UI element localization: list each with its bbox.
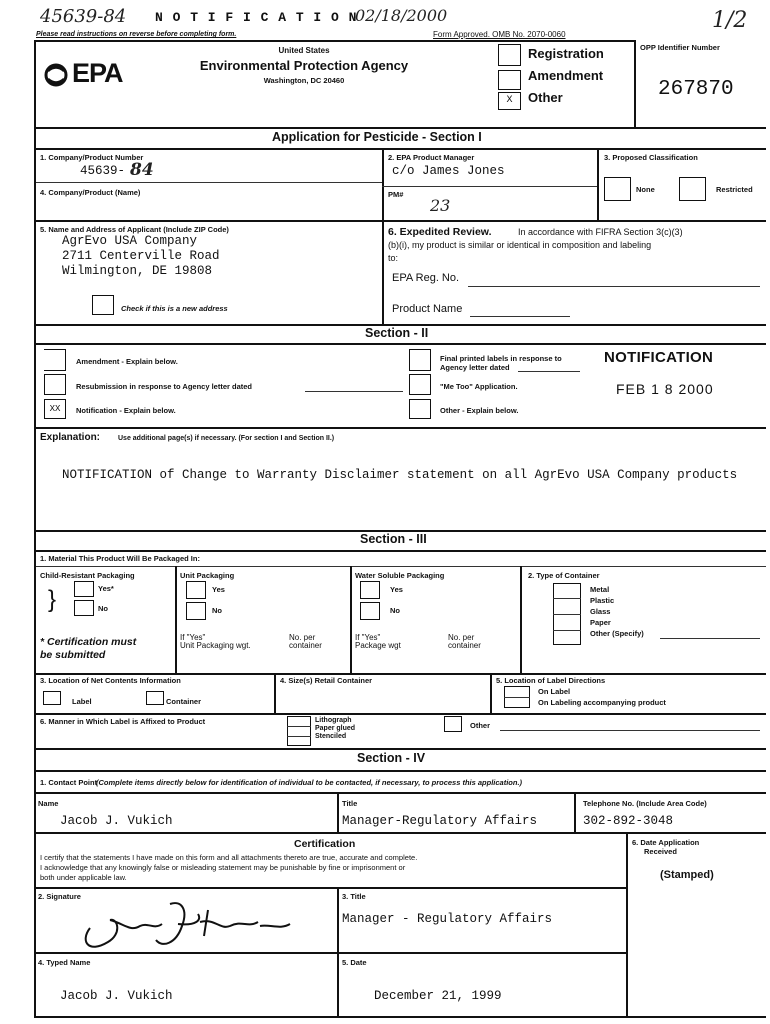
water-no-per: No. per (448, 633, 475, 642)
child-resistant-no-label: No (98, 604, 108, 613)
notification-stamp-date: FEB 1 8 2000 (616, 381, 714, 397)
opp-number: 267870 (658, 78, 734, 101)
unit-if-yes: If "Yes" (180, 633, 206, 642)
retail-size-label: 4. Size(s) Retail Container (280, 676, 373, 685)
instructions-note: Please read instructions on reverse before completing form. (36, 31, 237, 38)
net-contents-label: 3. Location of Net Contents Information (40, 676, 181, 685)
other-explain-checkbox[interactable] (409, 399, 431, 419)
notification-label: Notification - Explain below. (76, 406, 176, 415)
section-4-title: Section - IV (357, 751, 426, 765)
handwritten-date: 02/18/2000 (355, 6, 448, 25)
water-if-yes: If "Yes" (355, 633, 381, 642)
handwritten-file-number: 45639-84 (40, 6, 127, 27)
section-2-title: Section - II (365, 326, 429, 340)
telephone-label: Telephone No. (Include Area Code) (583, 799, 707, 808)
amendment-checkbox[interactable] (498, 70, 521, 90)
date-value: December 21, 1999 (374, 989, 502, 1003)
net-contents-label-checkbox[interactable] (43, 691, 61, 705)
label-affixed-checkbox[interactable] (287, 716, 311, 746)
expedited-review-text-3: to: (388, 253, 399, 263)
other-explain-label: Other - Explain below. (440, 406, 519, 415)
company-number-handwritten: 84 (130, 160, 154, 180)
classification-restricted-checkbox[interactable] (679, 177, 706, 201)
label-affixed-label: 6. Manner in Which Label is Affixed to Product (40, 717, 206, 726)
other-checkbox[interactable]: X (498, 92, 521, 110)
label-affixed-other-checkbox[interactable] (444, 716, 462, 732)
classification-restricted-label: Restricted (716, 185, 753, 194)
product-name-2-label: Product Name (392, 303, 463, 315)
contact-title-label: Title (342, 799, 358, 808)
section-3-title: Section - III (360, 532, 427, 546)
child-resistant-yes-label: Yes* (98, 584, 114, 593)
contact-title-value: Manager-Regulatory Affairs (342, 814, 538, 828)
applicant-line-1: AgrEvo USA Company (62, 234, 198, 248)
certification-note-2: be submitted (40, 649, 106, 661)
form-name: N O T I F I C A T I O N (155, 10, 358, 25)
certification-text-2: I acknowledge that any knowingly false or misleading statement may be punishable by fine or imprisonment or (40, 863, 406, 872)
classification-label: 3. Proposed Classification (604, 153, 698, 162)
logo-text: EPA (72, 58, 123, 88)
new-address-label: Check if this is a new address (121, 304, 228, 313)
unit-packaging-yes-checkbox[interactable] (186, 581, 206, 599)
typed-name-value: Jacob J. Vukich (60, 989, 173, 1003)
water-package-weight: Package wgt (355, 641, 401, 650)
notification-checkbox[interactable]: XX (44, 399, 66, 419)
section-1-title: Application for Pesticide - Section I (272, 130, 482, 144)
registration-checkbox[interactable] (498, 44, 521, 66)
unit-container: container (289, 641, 322, 650)
classification-none-label: None (636, 185, 655, 194)
applicant-label: 5. Name and Address of Applicant (Include ZIP Code) (40, 225, 229, 234)
lithograph-option: Lithograph (315, 717, 352, 724)
me-too-label: "Me Too" Application. (440, 382, 518, 391)
applicant-line-3: Wilmington, DE 19808 (62, 264, 213, 278)
net-contents-label-option: Label (72, 697, 92, 706)
company-number-label: 1. Company/Product Number (40, 153, 144, 162)
agency-country: United States (278, 46, 330, 55)
contact-point-hint: (Complete items directly below for identification of individual to be contacted, if necessary, to process this application.) (96, 778, 523, 787)
container-type-label: 2. Type of Container (528, 571, 600, 580)
date-label: 5. Date (342, 958, 367, 967)
label-directions-label: 5. Location of Label Directions (496, 676, 606, 685)
agency-name: Environmental Protection Agency (199, 58, 409, 73)
epa-reg-no-label: EPA Reg. No. (392, 272, 460, 284)
unit-packaging-no-label: No (212, 606, 222, 615)
contact-name-value: Jacob J. Vukich (60, 814, 173, 828)
contact-point-label: 1. Contact Point (40, 778, 98, 787)
explanation-hint: Use additional page(s) if necessary. (For section I and Section II.) (118, 435, 335, 442)
registration-label: Registration (528, 46, 604, 61)
amendment-explain-label: Amendment - Explain below. (76, 357, 178, 366)
water-soluble-yes-label: Yes (390, 585, 403, 594)
water-soluble-yes-checkbox[interactable] (360, 581, 380, 599)
expedited-review-text-2: (b)(i), my product is similar or identical in composition and labeling (388, 240, 652, 250)
unit-packaging-weight: Unit Packaging wgt. (180, 641, 251, 650)
epa-logo (44, 58, 136, 97)
certification-text-1: I certify that the statements I have made on this form and all attachments thereto are true, accurate and complete. (40, 853, 418, 862)
opp-label: OPP Identifier Number (640, 43, 720, 52)
brace-mark: } (48, 586, 57, 613)
omb-approval: Form Approved. OMB No. 2070-0060 (433, 30, 566, 39)
on-labeling-option: On Labeling accompanying product (538, 698, 666, 707)
new-address-checkbox[interactable] (92, 295, 114, 315)
water-container: container (448, 641, 481, 650)
amendment-explain-checkbox[interactable] (44, 349, 66, 371)
container-paper: Paper (590, 618, 611, 627)
stamped-label: (Stamped) (660, 869, 714, 881)
amendment-label: Amendment (528, 68, 604, 83)
pm-label: PM# (388, 190, 404, 199)
certification-text-3: both under applicable law. (40, 873, 127, 882)
date-received-label-2: Received (644, 847, 677, 856)
agency-address: Washington, DC 20460 (263, 76, 345, 85)
expedited-review-text-1: In accordance with FIFRA Section 3(c)(3) (518, 227, 683, 237)
title-2-value: Manager - Regulatory Affairs (342, 912, 553, 926)
typed-name-label: 4. Typed Name (38, 958, 91, 967)
page-number: 1/2 (712, 8, 748, 33)
resubmission-checkbox[interactable] (44, 374, 66, 395)
container-plastic: Plastic (590, 596, 615, 605)
water-soluble-no-label: No (390, 606, 400, 615)
resubmission-label: Resubmission in response to Agency letter dated (76, 382, 253, 391)
packaging-material-label: 1. Material This Product Will Be Packaged In: (40, 554, 200, 563)
product-manager-label: 2. EPA Product Manager (388, 153, 475, 162)
unit-packaging-no-checkbox[interactable] (186, 602, 206, 620)
paper-glued-option: Paper glued (315, 725, 356, 732)
notification-stamp-title: NOTIFICATION (604, 349, 714, 366)
child-resistant-no-checkbox[interactable] (74, 600, 94, 616)
unit-no-per: No. per (289, 633, 316, 642)
final-printed-label-1: Final printed labels in response to (440, 354, 562, 363)
child-resistant-label: Child-Resistant Packaging (40, 571, 135, 580)
telephone-value: 302-892-3048 (583, 814, 674, 828)
me-too-checkbox[interactable] (409, 374, 431, 395)
explanation-text: NOTIFICATION of Change to Warranty Disclaimer statement on all AgrEvo USA Company products (62, 468, 738, 482)
final-printed-label-2: Agency letter dated (440, 363, 510, 372)
container-other: Other (Specify) (590, 629, 644, 638)
container-metal: Metal (590, 585, 610, 594)
child-resistant-yes-checkbox[interactable] (74, 581, 94, 597)
applicant-line-2: 2711 Centerville Road (62, 249, 220, 263)
expedited-review-title: 6. Expedited Review. (388, 226, 492, 238)
company-number-value: 45639- (80, 164, 126, 178)
product-manager-value: c/o James Jones (392, 164, 505, 178)
signature-label: 2. Signature (38, 892, 81, 901)
product-name-label: 4. Company/Product (Name) (40, 188, 141, 197)
certification-title: Certification (294, 838, 356, 850)
pm-value: 23 (430, 196, 451, 215)
contact-name-label: Name (38, 799, 59, 808)
date-received-label: 6. Date Application (632, 838, 700, 847)
water-soluble-label: Water Soluble Packaging (355, 571, 445, 580)
unit-packaging-label: Unit Packaging (180, 571, 235, 580)
stenciled-option: Stenciled (315, 733, 347, 740)
certification-note-1: * Certification must (40, 636, 137, 648)
signature-scribble (70, 896, 300, 956)
net-contents-container-checkbox[interactable] (146, 691, 164, 705)
explanation-label: Explanation: (40, 432, 101, 443)
container-glass: Glass (590, 607, 611, 616)
other-label: Other (528, 90, 563, 105)
label-affixed-other-label: Other (470, 721, 491, 730)
unit-packaging-yes-label: Yes (212, 585, 225, 594)
on-label-option: On Label (538, 687, 571, 696)
final-printed-checkbox[interactable] (409, 349, 431, 371)
title-2-label: 3. Title (342, 892, 366, 901)
classification-none-checkbox[interactable] (604, 177, 631, 201)
net-contents-container-option: Container (166, 697, 202, 706)
water-soluble-no-checkbox[interactable] (360, 602, 380, 620)
